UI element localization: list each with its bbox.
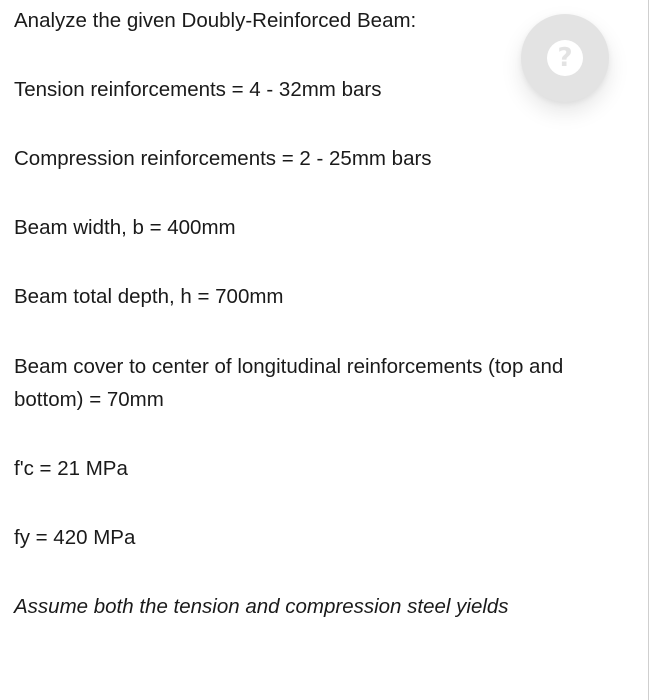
steel-yield-text: fy = 420 MPa (14, 526, 136, 549)
beam-width-text: Beam width, b = 400mm (14, 216, 236, 239)
concrete-strength-text: f'c = 21 MPa (14, 457, 128, 480)
question-mark-icon: ? (547, 40, 583, 76)
assumption-text: Assume both the tension and compression steel yields (14, 595, 509, 618)
help-button[interactable] (521, 14, 609, 102)
beam-cover-text: Beam cover to center of longitudinal reinforcements (top and bottom) = 70mm (14, 355, 564, 411)
panel-right-border (648, 0, 649, 700)
compression-reinforcement-text: Compression reinforcements = 2 - 25mm bars (14, 147, 432, 170)
beam-depth-text: Beam total depth, h = 700mm (14, 285, 284, 308)
tension-reinforcement-text: Tension reinforcements = 4 - 32mm bars (14, 78, 382, 101)
problem-intro: Analyze the given Doubly-Reinforced Beam: (14, 9, 417, 32)
